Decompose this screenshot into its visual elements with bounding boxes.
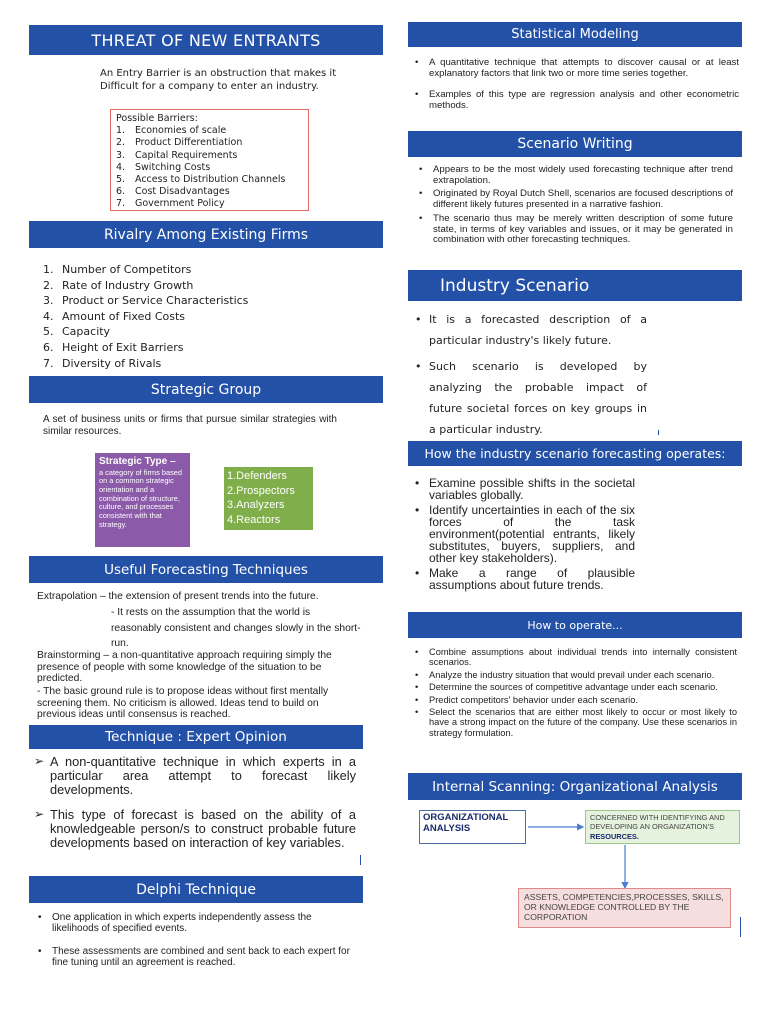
bullet-item: • Analyze the industry situation that would prevail under each scenario. [413, 670, 737, 680]
list-item [43, 356, 248, 372]
threat-title: THREAT OF NEW ENTRANTS [91, 30, 321, 50]
expert-opinion-item: ➢ This type of forecast is based on the ability of a knowledgeable person/s to construct probable future developments based on interaction of key variables. [34, 808, 356, 849]
list-number: 2. [43, 278, 54, 292]
rivalry-title: Rivalry Among Existing Firms [103, 226, 309, 243]
bullet-item: • Identify uncertainties in each of the six forces of the task environment(potential entrants, likely substitutes, buyers, suppliers, and other key stakeholders). [413, 504, 635, 564]
list-number: 4. [116, 161, 126, 173]
strategic-type-desc: a category of firms based on a common strategic orientation and a combination of structure, culture, and processes consistent with that strategy. [99, 467, 182, 529]
expert-opinion-header [29, 725, 363, 749]
list-text: Economies of scale [135, 125, 227, 137]
list-number: 7. [43, 356, 54, 370]
bullet-item: • Examples of this type are regression analysis and other econometric methods. [413, 90, 739, 111]
list-item [116, 186, 303, 198]
delphi-list [36, 912, 356, 968]
barriers-list [116, 125, 303, 210]
list-number: 7. [116, 198, 126, 210]
list-item [43, 309, 248, 325]
industry-scenario-title: Industry Scenario [440, 275, 590, 296]
list-text: Capacity [62, 325, 111, 339]
bullet-item: • Predict competitors' behavior under each scenario. [413, 695, 737, 705]
strategic-group-desc: A set of business units or firms that pursue similar strategies with similar resources. [43, 414, 337, 437]
list-text: Switching Costs [135, 161, 211, 173]
bullet-item: • These assessments are combined and sent back to each expert for fine tuning until an agreement is reached. [36, 946, 356, 968]
bullet-item: • It is a forecasted description of a particular industry's likely future. [413, 309, 647, 351]
forecasting-title: Useful Forecasting Techniques [104, 561, 308, 578]
list-text: Amount of Fixed Costs [62, 309, 186, 323]
internal-title: Internal Scanning: Organizational Analysis [432, 778, 718, 795]
list-number: 4. [43, 309, 54, 323]
list-number: 2. [116, 137, 126, 149]
corner-mark [360, 855, 364, 865]
bullet-item: • Originated by Royal Dutch Shell, scenarios are focused descriptions of different likely futures presented in a narrative fashion. [417, 189, 733, 210]
list-item [116, 162, 303, 174]
bullet-item: • Combine assumptions about individual trends into internally consistent scenarios. [413, 647, 737, 668]
delphi-header [29, 876, 363, 903]
resources-text: RESOURCES. [590, 831, 639, 841]
strategic-type-box [95, 453, 190, 547]
bullet-item: • Select the scenarios that are either most likely to occur or most likely to have a strong impact on the future of the company. Use these scenarios in strategy formulation. [413, 707, 737, 738]
rivalry-header [29, 221, 383, 248]
barriers-box [110, 109, 309, 211]
list-number: 3. [43, 294, 54, 308]
extrapolation-text: Extrapolation – the extension of present trends into the future. [37, 591, 319, 602]
forecasting-header [29, 556, 383, 583]
list-text: Product or Service Characteristics [62, 294, 249, 308]
how-to-title: How to operate... [527, 618, 623, 632]
industry-scenario-header [408, 270, 742, 301]
bullet-item: • One application in which experts independently assess the likelihoods of specified events. [36, 912, 356, 934]
list-text: Cost Disadvantages [135, 186, 230, 198]
list-item [116, 198, 303, 210]
bullet-item: • Appears to be the most widely used forecasting technique after trend extrapolation. [417, 165, 733, 186]
org-analysis-label: ORGANIZATIONAL ANALYSIS [423, 812, 509, 834]
bullet-item: • Such scenario is developed by analyzing the probable impact of future societal forces on key groups in a particular industry. [413, 356, 647, 440]
list-item [43, 340, 248, 356]
barriers-title: Possible Barriers: [116, 113, 198, 124]
assets-box [518, 888, 731, 928]
bullet-item: • Determine the sources of competitive advantage under each scenario. [413, 682, 737, 692]
list-number: 6. [116, 186, 126, 198]
list-item [43, 293, 248, 309]
list-text: Access to Distribution Channels [135, 174, 286, 186]
corner-mark [658, 430, 662, 435]
list-item [43, 278, 248, 294]
statistical-header [408, 22, 742, 47]
strategic-type-item: 3.Analyzers [227, 499, 285, 511]
list-text: Capital Requirements [135, 149, 238, 161]
strategic-group-header [29, 376, 383, 403]
how-operates-list [413, 477, 635, 591]
delphi-title: Delphi Technique [136, 881, 256, 898]
list-item [116, 174, 303, 186]
brainstorming-sub: - The basic ground rule is to propose ideas without first mentally screening them. No criticism is allowed. Ideas tend to build on previous ideas until consensus is reached. [37, 686, 329, 721]
corner-mark [740, 917, 744, 937]
scenario-writing-header [408, 131, 742, 157]
scenario-writing-title: Scenario Writing [517, 136, 633, 152]
scenario-writing-list [417, 165, 733, 246]
list-number: 1. [116, 125, 126, 137]
statistical-title: Statistical Modeling [511, 27, 639, 42]
rivalry-list [43, 262, 248, 371]
assets-text: ASSETS, COMPETENCIES,PROCESSES, SKILLS, OR KNOWLEDGE CONTROLLED BY THE CORPORATION [524, 892, 724, 923]
how-operates-header [408, 441, 742, 466]
org-flow-arrows [520, 810, 630, 900]
extrapolation-sub: - It rests on the assumption that the world is reasonably consistent and changes slowly in the short-run. [111, 607, 361, 650]
industry-scenario-list [413, 309, 647, 440]
list-number: 1. [43, 263, 54, 276]
concerned-text: CONCERNED WITH IDENTIFYING AND DEVELOPING AN ORGANIZATION'S [590, 813, 725, 832]
threat-header [29, 25, 383, 55]
list-item [116, 137, 303, 149]
strategic-type-item: 2.Prospectors [227, 484, 295, 497]
how-to-header [408, 612, 742, 638]
list-text: Height of Exit Barriers [62, 340, 184, 354]
strategic-types-box [224, 467, 313, 530]
list-text: Government Policy [135, 198, 225, 210]
list-item [116, 150, 303, 162]
list-number: 5. [116, 174, 126, 186]
list-item [116, 125, 303, 137]
bullet-item: • A quantitative technique that attempts to discover causal or at least explanatory factors that link two or more time series together. [413, 58, 739, 79]
how-operates-title: How the industry scenario forecasting operates: [424, 446, 726, 461]
how-to-list [413, 647, 737, 738]
strategic-type-title: Strategic Type – [99, 456, 176, 467]
internal-header [408, 773, 742, 800]
list-item [43, 324, 248, 340]
threat-intro: An Entry Barrier is an obstruction that makes it Difficult for a company to enter an industry. [100, 68, 337, 92]
list-number: 3. [116, 149, 126, 161]
bullet-item: • Examine possible shifts in the societal variables globally. [413, 477, 635, 501]
expert-opinion-item: ➢ A non-quantitative technique in which experts in a particular area attempt to forecast likely developments. [34, 755, 356, 796]
list-number: 5. [43, 325, 54, 339]
list-text: Number of Competitors [62, 263, 192, 276]
org-analysis-box [419, 810, 526, 844]
list-text: Diversity of Rivals [62, 356, 162, 370]
list-item [43, 262, 248, 278]
statistical-list [413, 58, 739, 112]
expert-opinion-list [34, 755, 356, 850]
list-text: Rate of Industry Growth [62, 278, 194, 292]
list-text: Product Differentiation [135, 137, 243, 149]
brainstorming-text: Brainstorming – a non-quantitative approach requiring simply the presence of people with some knowledge of the situation to be predicted. [37, 650, 332, 685]
strategic-group-title: Strategic Group [150, 381, 262, 398]
strategic-type-item: 1.Defenders [227, 470, 287, 482]
bullet-item: • The scenario thus may be merely written description of some future state, in terms of key variables and issues, or it may be generated in combination with other forecasting techniques. [417, 214, 733, 246]
expert-opinion-title: Technique : Expert Opinion [105, 729, 287, 745]
bullet-item: • Make a range of plausible assumptions about future trends. [413, 567, 635, 591]
list-number: 6. [43, 340, 54, 354]
strategic-type-item: 4.Reactors [227, 513, 281, 526]
